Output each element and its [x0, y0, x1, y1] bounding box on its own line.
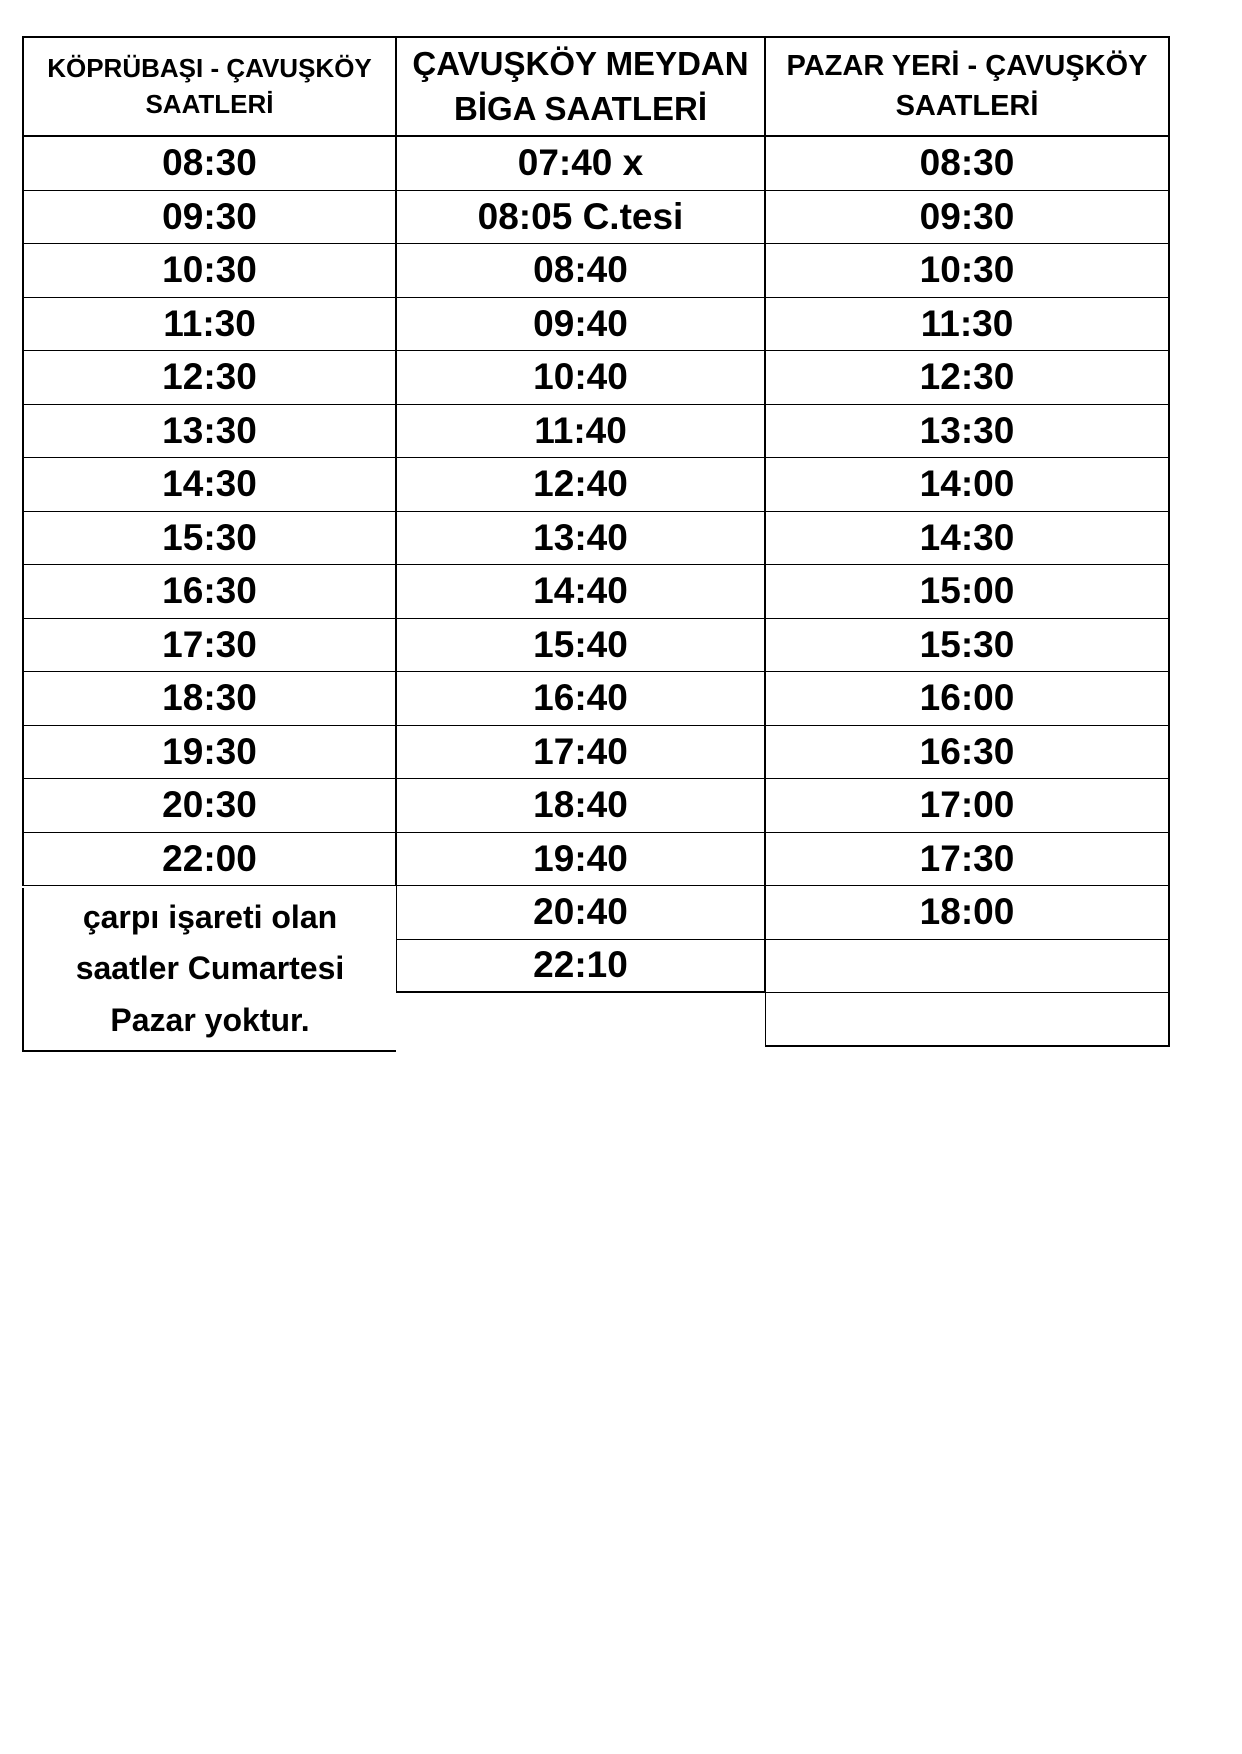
time-cell: 16:40	[396, 672, 765, 726]
time-cell: 10:40	[396, 351, 765, 405]
time-cell: 15:30	[22, 512, 396, 566]
time-cell: 22:00	[22, 833, 396, 887]
note-line: çarpı işareti olan	[82, 899, 338, 936]
schedule-note	[22, 888, 396, 1052]
header-line: PAZAR YERİ - ÇAVUŞKÖY	[786, 50, 1148, 83]
time-cell: 20:40	[396, 886, 765, 940]
header-line: KÖPRÜBAŞI - ÇAVUŞKÖY	[47, 53, 372, 84]
note-line: Pazar yoktur.	[110, 1001, 310, 1038]
column-header	[765, 36, 1170, 137]
column-koprubasi-cavuskoy	[22, 36, 396, 886]
column-cavuskoy-meydan-biga	[396, 36, 765, 993]
time-cell: 08:40	[396, 244, 765, 298]
time-cell: 13:30	[22, 405, 396, 459]
time-cell: 18:00	[765, 886, 1170, 940]
time-cell: 15:00	[765, 565, 1170, 619]
time-cell: 11:30	[22, 298, 396, 352]
note-line: saatler Cumartesi	[75, 950, 345, 987]
time-cell: 16:30	[22, 565, 396, 619]
empty-cell	[765, 993, 1170, 1047]
time-cell: 09:30	[22, 191, 396, 245]
time-cell: 12:30	[765, 351, 1170, 405]
column-header	[22, 36, 396, 137]
header-line: BİGA SAATLERİ	[454, 89, 707, 127]
time-cell: 17:40	[396, 726, 765, 780]
time-cell: 07:40 x	[396, 137, 765, 191]
time-cell: 20:30	[22, 779, 396, 833]
time-cell: 19:30	[22, 726, 396, 780]
time-cell: 12:40	[396, 458, 765, 512]
time-cell: 12:30	[22, 351, 396, 405]
time-cell: 22:10	[396, 940, 765, 994]
time-cell: 15:30	[765, 619, 1170, 673]
time-cell: 13:40	[396, 512, 765, 566]
column-header	[396, 36, 765, 137]
time-cell: 13:30	[765, 405, 1170, 459]
time-cell: 14:30	[765, 512, 1170, 566]
empty-cell	[765, 940, 1170, 994]
column-pazar-yeri-cavuskoy	[765, 36, 1170, 1047]
time-cell: 17:30	[22, 619, 396, 673]
header-line: SAATLERİ	[145, 88, 274, 119]
time-cell: 08:05 C.tesi	[396, 191, 765, 245]
time-cell: 17:00	[765, 779, 1170, 833]
time-cell: 16:00	[765, 672, 1170, 726]
time-cell: 08:30	[765, 137, 1170, 191]
time-cell: 18:30	[22, 672, 396, 726]
time-cell: 14:30	[22, 458, 396, 512]
time-cell: 10:30	[22, 244, 396, 298]
time-cell: 17:30	[765, 833, 1170, 887]
time-cell: 15:40	[396, 619, 765, 673]
time-cell: 09:30	[765, 191, 1170, 245]
time-cell: 08:30	[22, 137, 396, 191]
time-cell: 14:40	[396, 565, 765, 619]
time-cell: 18:40	[396, 779, 765, 833]
time-cell: 09:40	[396, 298, 765, 352]
time-cell: 16:30	[765, 726, 1170, 780]
time-cell: 14:00	[765, 458, 1170, 512]
time-cell: 19:40	[396, 833, 765, 887]
header-line: SAATLERİ	[895, 89, 1039, 122]
time-cell: 11:30	[765, 298, 1170, 352]
time-cell: 11:40	[396, 405, 765, 459]
time-cell: 10:30	[765, 244, 1170, 298]
header-line: ÇAVUŞKÖY MEYDAN	[412, 44, 749, 82]
